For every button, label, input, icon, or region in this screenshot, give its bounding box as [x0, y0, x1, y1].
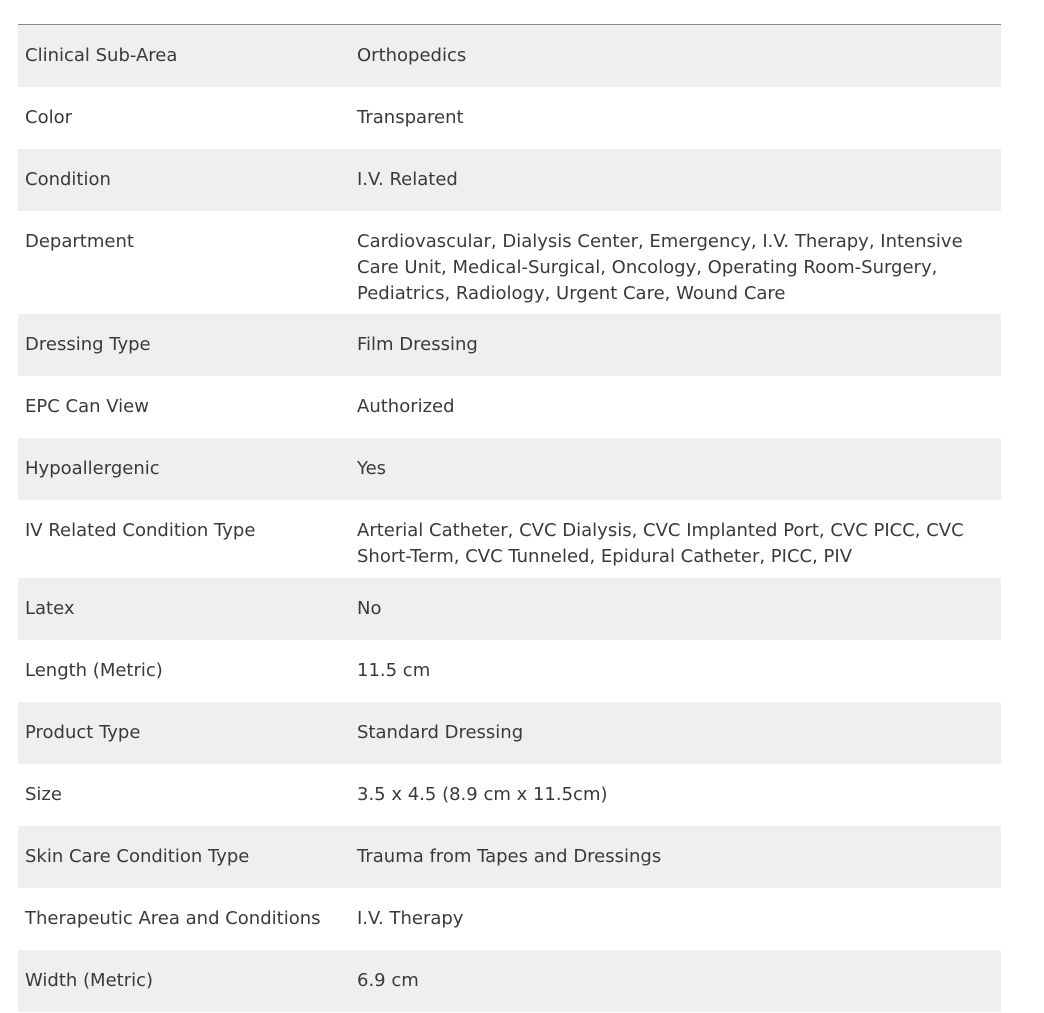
- spec-value: Authorized: [357, 396, 455, 417]
- spec-row: [18, 888, 1001, 950]
- spec-value: Yes: [357, 458, 387, 479]
- specifications-table: [18, 24, 1001, 1012]
- spec-row: [18, 578, 1001, 640]
- spec-label: Condition: [25, 169, 111, 190]
- spec-label: Clinical Sub-Area: [25, 45, 178, 66]
- spec-value: 3.5 x 4.5 (8.9 cm x 11.5cm): [357, 784, 608, 805]
- spec-row: [18, 764, 1001, 826]
- spec-row: [18, 640, 1001, 702]
- spec-row: [18, 826, 1001, 888]
- spec-value: 11.5 cm: [357, 660, 431, 681]
- spec-value: I.V. Related: [357, 169, 458, 190]
- spec-label: Size: [25, 784, 62, 805]
- spec-label: EPC Can View: [25, 396, 149, 417]
- spec-row: [18, 376, 1001, 438]
- spec-row: [18, 950, 1001, 1012]
- spec-value: Trauma from Tapes and Dressings: [357, 846, 662, 867]
- spec-row: [18, 702, 1001, 764]
- spec-row: [18, 500, 1001, 578]
- spec-row: [18, 314, 1001, 376]
- spec-value: 6.9 cm: [357, 970, 419, 991]
- spec-label: Therapeutic Area and Conditions: [25, 908, 321, 929]
- spec-value: Orthopedics: [357, 45, 467, 66]
- spec-row: [18, 149, 1001, 211]
- spec-value: Standard Dressing: [357, 722, 524, 743]
- spec-label: Skin Care Condition Type: [25, 846, 250, 867]
- spec-row: [18, 438, 1001, 500]
- spec-label: Length (Metric): [25, 660, 163, 681]
- spec-value: Transparent: [357, 107, 464, 128]
- spec-label: Dressing Type: [25, 334, 151, 355]
- spec-label: Product Type: [25, 722, 141, 743]
- spec-value: I.V. Therapy: [357, 908, 464, 929]
- spec-row: [18, 87, 1001, 149]
- spec-label: Color: [25, 107, 72, 128]
- spec-label: Department: [25, 231, 134, 252]
- spec-label: Width (Metric): [25, 970, 154, 991]
- spec-value: Film Dressing: [357, 334, 478, 355]
- spec-row: [18, 25, 1001, 87]
- spec-label: Hypoallergenic: [25, 458, 160, 479]
- spec-value: Cardiovascular, Dialysis Center, Emergency, I.V. Therapy, Intensive Care Unit, Medical-Surgical, Oncology, Operating Room-Surgery, Pediatrics, Radiology, Urgent Care, Wound Care: [357, 231, 963, 304]
- spec-label: Latex: [25, 598, 75, 619]
- spec-label: IV Related Condition Type: [25, 520, 256, 541]
- spec-value: Arterial Catheter, CVC Dialysis, CVC Implanted Port, CVC PICC, CVC Short-Term, CVC Tunneled, Epidural Catheter, PICC, PIV: [357, 520, 964, 567]
- spec-row: [18, 211, 1001, 314]
- spec-value: No: [357, 598, 382, 619]
